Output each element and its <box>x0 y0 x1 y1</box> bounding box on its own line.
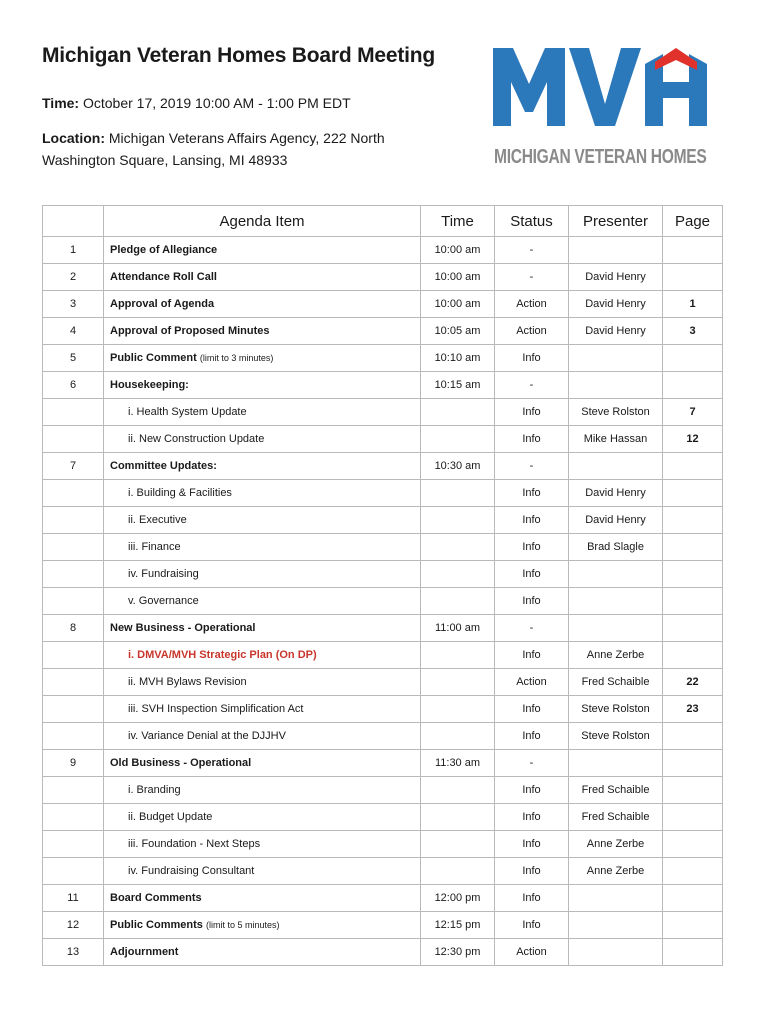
row-time <box>421 777 495 804</box>
row-page: 12 <box>663 426 723 453</box>
row-status: - <box>495 615 569 642</box>
agenda-item-label: iv. Fundraising <box>128 568 199 580</box>
row-page <box>663 507 723 534</box>
row-status: - <box>495 453 569 480</box>
agenda-item <box>104 426 421 453</box>
table-row <box>43 912 723 939</box>
agenda-item <box>104 534 421 561</box>
row-presenter: Fred Schaible <box>569 777 663 804</box>
agenda-item-label: iii. Finance <box>128 541 181 553</box>
row-page: 22 <box>663 669 723 696</box>
logo-letter-v <box>569 48 641 126</box>
header-agenda-item: Agenda Item <box>104 206 421 237</box>
agenda-body <box>43 237 723 966</box>
agenda-item-label: iii. SVH Inspection Simplification Act <box>128 703 304 715</box>
agenda-item <box>104 588 421 615</box>
row-page <box>663 534 723 561</box>
row-status: Info <box>495 345 569 372</box>
row-presenter: Steve Rolston <box>569 723 663 750</box>
table-row <box>43 318 723 345</box>
row-status: Info <box>495 858 569 885</box>
agenda-item <box>104 831 421 858</box>
row-page <box>663 237 723 264</box>
row-time <box>421 642 495 669</box>
row-presenter <box>569 237 663 264</box>
header-time: Time <box>421 206 495 237</box>
row-page: 3 <box>663 318 723 345</box>
row-number <box>43 399 104 426</box>
table-row <box>43 507 723 534</box>
row-presenter: David Henry <box>569 480 663 507</box>
table-row <box>43 777 723 804</box>
row-presenter <box>569 912 663 939</box>
agenda-item <box>104 291 421 318</box>
agenda-item <box>104 372 421 399</box>
row-number <box>43 534 104 561</box>
row-page <box>663 264 723 291</box>
agenda-item <box>104 723 421 750</box>
row-number <box>43 858 104 885</box>
row-number <box>43 777 104 804</box>
row-presenter: Anne Zerbe <box>569 831 663 858</box>
row-presenter <box>569 939 663 966</box>
row-time <box>421 507 495 534</box>
agenda-item <box>104 669 421 696</box>
agenda-item <box>104 480 421 507</box>
row-status: Info <box>495 642 569 669</box>
row-status: Action <box>495 318 569 345</box>
row-presenter: Brad Slagle <box>569 534 663 561</box>
logo-letter-m <box>493 48 565 126</box>
row-time <box>421 696 495 723</box>
agenda-item <box>104 750 421 777</box>
row-number: 4 <box>43 318 104 345</box>
row-presenter: David Henry <box>569 318 663 345</box>
row-presenter <box>569 561 663 588</box>
agenda-item-label: v. Governance <box>128 595 199 607</box>
agenda-item-label: Approval of Proposed Minutes <box>110 325 270 337</box>
row-page <box>663 858 723 885</box>
row-number <box>43 507 104 534</box>
table-row <box>43 561 723 588</box>
agenda-item-label: Adjournment <box>110 946 179 958</box>
row-number <box>43 561 104 588</box>
row-status: Info <box>495 723 569 750</box>
row-number <box>43 588 104 615</box>
row-page <box>663 561 723 588</box>
agenda-item <box>104 507 421 534</box>
row-time <box>421 858 495 885</box>
agenda-item-label: i. Branding <box>128 784 181 796</box>
row-number: 13 <box>43 939 104 966</box>
table-row <box>43 939 723 966</box>
row-status: Info <box>495 885 569 912</box>
row-presenter: Anne Zerbe <box>569 858 663 885</box>
agenda-item-label: ii. Budget Update <box>128 811 213 823</box>
row-page <box>663 723 723 750</box>
row-number <box>43 669 104 696</box>
row-status: Info <box>495 561 569 588</box>
row-page <box>663 372 723 399</box>
table-row <box>43 426 723 453</box>
row-presenter <box>569 453 663 480</box>
row-number: 6 <box>43 372 104 399</box>
meeting-time <box>42 92 351 114</box>
row-number <box>43 426 104 453</box>
row-presenter: Steve Rolston <box>569 399 663 426</box>
agenda-item-label: Old Business - Operational <box>110 757 252 769</box>
agenda-item-note: (limit to 3 minutes) <box>199 353 274 363</box>
row-presenter <box>569 588 663 615</box>
row-presenter: David Henry <box>569 264 663 291</box>
agenda-item-label: iv. Variance Denial at the DJJHV <box>128 730 286 742</box>
row-page <box>663 345 723 372</box>
table-row <box>43 372 723 399</box>
location-label: Location: <box>42 130 105 146</box>
row-presenter <box>569 615 663 642</box>
agenda-item <box>104 912 421 939</box>
row-page: 7 <box>663 399 723 426</box>
row-time <box>421 669 495 696</box>
table-row <box>43 291 723 318</box>
location-value: Michigan Veterans Affairs Agency, 222 North Washington Square, Lansing, MI 48933 <box>42 130 385 168</box>
row-status: Action <box>495 669 569 696</box>
row-status: Info <box>495 696 569 723</box>
meeting-location <box>42 127 442 171</box>
row-time <box>421 588 495 615</box>
row-status: Info <box>495 912 569 939</box>
logo-subtitle: MICHIGAN VETERAN HOMES <box>494 146 707 168</box>
row-page <box>663 642 723 669</box>
row-time <box>421 534 495 561</box>
row-number: 12 <box>43 912 104 939</box>
table-row <box>43 831 723 858</box>
row-time: 11:30 am <box>421 750 495 777</box>
agenda-item <box>104 885 421 912</box>
row-time: 10:15 am <box>421 372 495 399</box>
agenda-item-label: ii. New Construction Update <box>128 433 265 445</box>
row-number: 9 <box>43 750 104 777</box>
table-header-row <box>43 206 723 237</box>
row-page <box>663 831 723 858</box>
row-status: - <box>495 750 569 777</box>
row-status: Info <box>495 588 569 615</box>
row-page <box>663 453 723 480</box>
row-status: - <box>495 372 569 399</box>
table-row <box>43 264 723 291</box>
agenda-item <box>104 399 421 426</box>
agenda-item-label: Housekeeping: <box>110 379 189 391</box>
time-label: Time: <box>42 95 80 111</box>
row-presenter: David Henry <box>569 291 663 318</box>
row-status: Info <box>495 777 569 804</box>
row-time <box>421 561 495 588</box>
row-time: 10:00 am <box>421 291 495 318</box>
agenda-item <box>104 939 421 966</box>
row-presenter: Mike Hassan <box>569 426 663 453</box>
agenda-item-label: i. Building & Facilities <box>128 487 232 499</box>
row-time: 10:30 am <box>421 453 495 480</box>
agenda-item-label: ii. MVH Bylaws Revision <box>128 676 247 688</box>
row-status: Info <box>495 804 569 831</box>
row-time: 10:00 am <box>421 237 495 264</box>
table-row <box>43 588 723 615</box>
row-time <box>421 426 495 453</box>
agenda-item-label: New Business - Operational <box>110 622 256 634</box>
agenda-item-label: i. Health System Update <box>128 406 247 418</box>
row-number: 7 <box>43 453 104 480</box>
table-row <box>43 534 723 561</box>
row-page <box>663 804 723 831</box>
table-row <box>43 804 723 831</box>
agenda-item <box>104 696 421 723</box>
row-time: 11:00 am <box>421 615 495 642</box>
row-number: 3 <box>43 291 104 318</box>
agenda-item <box>104 642 421 669</box>
agenda-item-label: ii. Executive <box>128 514 187 526</box>
row-page <box>663 912 723 939</box>
row-presenter: Fred Schaible <box>569 669 663 696</box>
header-presenter: Presenter <box>569 206 663 237</box>
row-page <box>663 480 723 507</box>
row-page <box>663 615 723 642</box>
table-row <box>43 345 723 372</box>
row-time: 12:30 pm <box>421 939 495 966</box>
row-page: 23 <box>663 696 723 723</box>
agenda-item-label: Public Comments <box>110 919 203 931</box>
row-time <box>421 831 495 858</box>
table-row <box>43 453 723 480</box>
agenda-item <box>104 318 421 345</box>
table-row <box>43 237 723 264</box>
row-time <box>421 723 495 750</box>
row-page: 1 <box>663 291 723 318</box>
row-page <box>663 939 723 966</box>
agenda-item-label: Public Comment <box>110 352 197 364</box>
row-number: 8 <box>43 615 104 642</box>
agenda-item <box>104 453 421 480</box>
row-number: 5 <box>43 345 104 372</box>
header-page: Page <box>663 206 723 237</box>
agenda-item-label: i. DMVA/MVH Strategic Plan (On DP) <box>128 649 317 661</box>
row-number <box>43 480 104 507</box>
table-row <box>43 885 723 912</box>
agenda-item <box>104 561 421 588</box>
row-presenter: Anne Zerbe <box>569 642 663 669</box>
table-row <box>43 399 723 426</box>
time-value: October 17, 2019 10:00 AM - 1:00 PM EDT <box>82 95 351 111</box>
row-presenter <box>569 345 663 372</box>
header-status: Status <box>495 206 569 237</box>
table-row <box>43 750 723 777</box>
agenda-item-label: iv. Fundraising Consultant <box>128 865 255 877</box>
table-row <box>43 480 723 507</box>
row-time: 10:10 am <box>421 345 495 372</box>
agenda-item-label: Attendance Roll Call <box>110 271 217 283</box>
agenda-item <box>104 804 421 831</box>
row-time: 10:00 am <box>421 264 495 291</box>
row-status: Info <box>495 831 569 858</box>
row-time: 12:15 pm <box>421 912 495 939</box>
agenda-item <box>104 858 421 885</box>
agenda-item-label: iii. Foundation - Next Steps <box>128 838 261 850</box>
row-status: Info <box>495 399 569 426</box>
row-time: 10:05 am <box>421 318 495 345</box>
agenda-item <box>104 615 421 642</box>
agenda-item <box>104 237 421 264</box>
agenda-item-label: Approval of Agenda <box>110 298 215 310</box>
row-status: - <box>495 237 569 264</box>
agenda-table <box>42 205 723 966</box>
agenda-item-label: Board Comments <box>110 892 202 904</box>
agenda-item-label: Committee Updates: <box>110 460 217 472</box>
page-title: Michigan Veteran Homes Board Meeting <box>42 44 436 67</box>
row-number <box>43 723 104 750</box>
logo-letter-h <box>645 54 707 126</box>
agenda-item-label: Pledge of Allegiance <box>110 244 218 256</box>
table-row <box>43 723 723 750</box>
row-status: Info <box>495 534 569 561</box>
agenda-item <box>104 777 421 804</box>
row-page <box>663 777 723 804</box>
row-presenter: Fred Schaible <box>569 804 663 831</box>
row-number: 1 <box>43 237 104 264</box>
row-number: 11 <box>43 885 104 912</box>
row-number <box>43 642 104 669</box>
table-row <box>43 696 723 723</box>
table-row <box>43 858 723 885</box>
header-number <box>43 206 104 237</box>
row-number <box>43 696 104 723</box>
row-time: 12:00 pm <box>421 885 495 912</box>
agenda-item <box>104 345 421 372</box>
row-number <box>43 831 104 858</box>
row-status: Info <box>495 507 569 534</box>
row-status: Info <box>495 480 569 507</box>
row-status: Action <box>495 939 569 966</box>
agenda-item <box>104 264 421 291</box>
row-presenter <box>569 885 663 912</box>
row-status: Info <box>495 426 569 453</box>
row-page <box>663 885 723 912</box>
row-presenter: David Henry <box>569 507 663 534</box>
table-row <box>43 669 723 696</box>
row-page <box>663 588 723 615</box>
row-presenter <box>569 750 663 777</box>
table-row <box>43 615 723 642</box>
row-time <box>421 480 495 507</box>
row-presenter <box>569 372 663 399</box>
row-number <box>43 804 104 831</box>
agenda-item-note: (limit to 5 minutes) <box>205 920 280 930</box>
row-time <box>421 804 495 831</box>
row-time <box>421 399 495 426</box>
row-presenter: Steve Rolston <box>569 696 663 723</box>
row-number: 2 <box>43 264 104 291</box>
table-row <box>43 642 723 669</box>
row-status: Action <box>495 291 569 318</box>
row-status: - <box>495 264 569 291</box>
row-page <box>663 750 723 777</box>
